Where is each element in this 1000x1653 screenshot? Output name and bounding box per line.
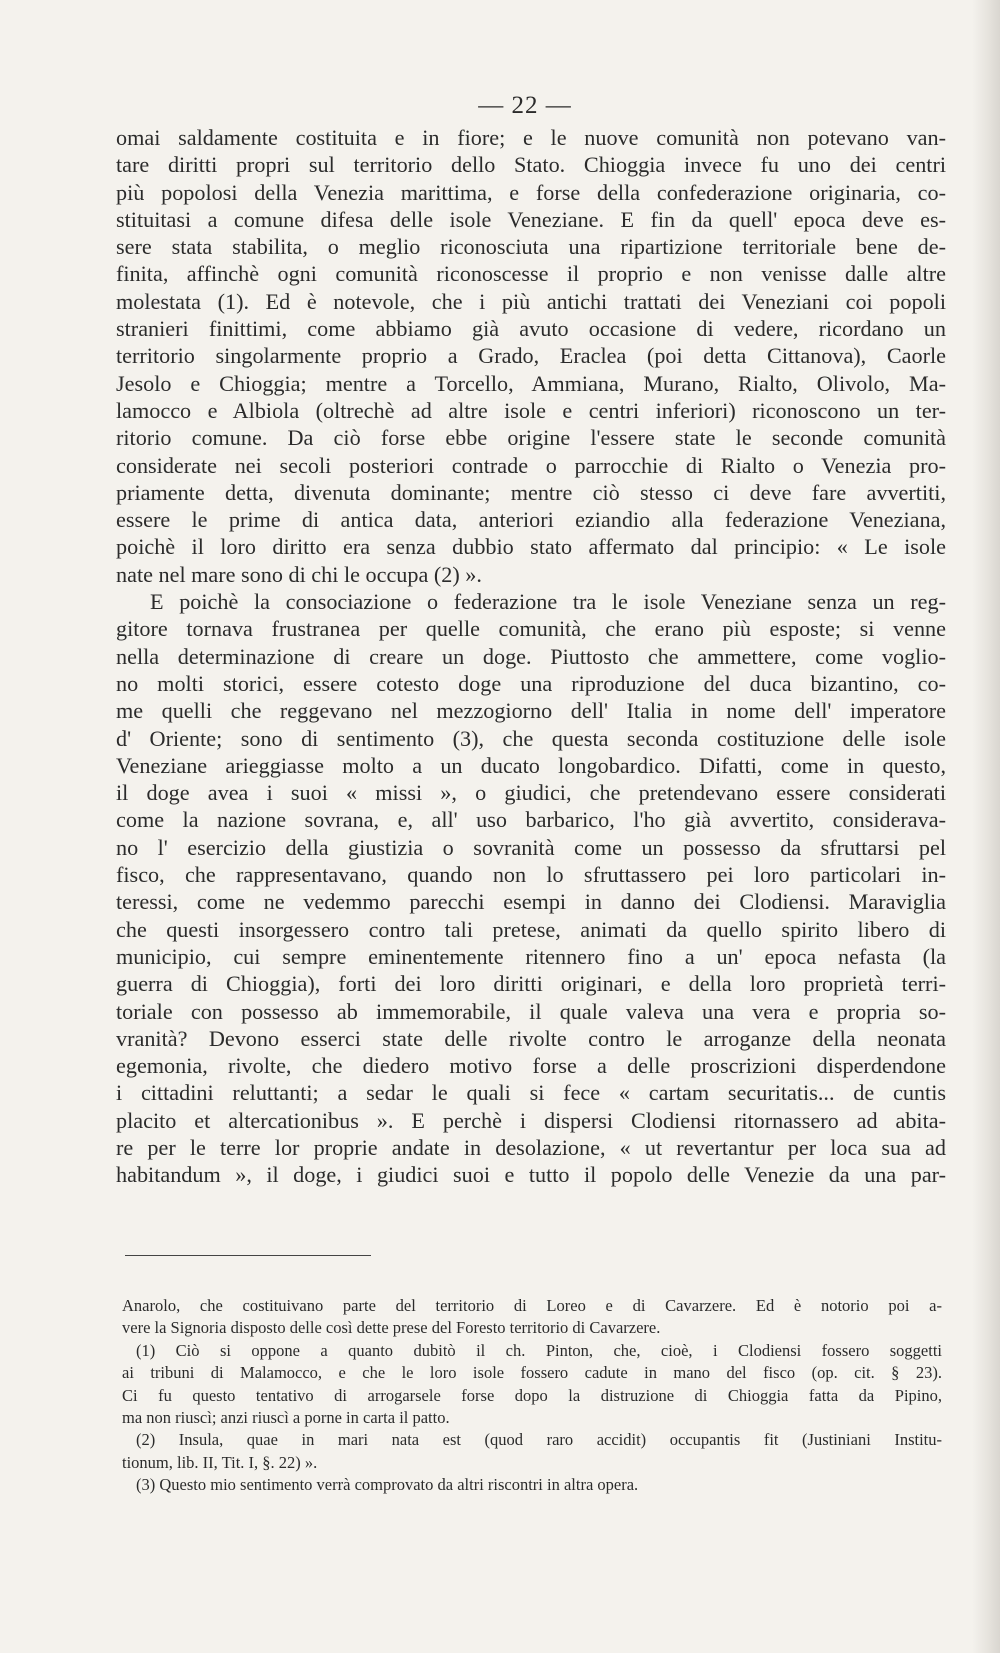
footnotes bbox=[122, 1295, 942, 1497]
footnote-line: ma non riuscì; anzi riuscì a porne in carta il patto. bbox=[122, 1407, 450, 1427]
text-line: no l' esercizio della giustizia o sovranità come un possesso da sfruttarsi pel bbox=[116, 834, 946, 860]
text-line: no molti storici, essere cotesto doge una riproduzione del duca bizantino, co- bbox=[116, 670, 946, 696]
text-line: più popolosi della Venezia marittima, e forse della confederazione originaria, co- bbox=[116, 179, 946, 205]
text-line: omai saldamente costituita e in fiore; e le nuove comunità non potevano van- bbox=[116, 125, 946, 150]
text-line: guerra di Chioggia), forti dei loro diritti originari, e della loro proprietà terri- bbox=[116, 971, 946, 997]
text-line: come la nazione sovrana, e, all' uso barbarico, l'ho già avvertito, considerava- bbox=[116, 807, 946, 833]
text-line: poichè il loro diritto era senza dubbio stato affermato dal principio: « Le isole bbox=[116, 534, 946, 560]
text-line: me quelli che reggevano nel mezzogiorno dell' Italia in nome dell' imperatore bbox=[116, 698, 946, 724]
text-line: sere stata stabilita, o meglio riconosciuta una ripartizione territoriale bene de- bbox=[116, 234, 946, 260]
footnote-line: (2) Insula, quae in mari nata est (quod raro accidit) occupantis fit (Justiniani Institu- bbox=[136, 1430, 942, 1450]
text-line: fisco, che rappresentavano, quando non lo sfruttassero pei loro particolari in- bbox=[116, 862, 946, 888]
footnote-line: (3) Questo mio sentimento verrà comprovato da altri riscontri in altra opera. bbox=[136, 1475, 639, 1495]
text-line: toriale con possesso ab immemorabile, il quale valeva una vera e propria so- bbox=[116, 998, 946, 1024]
text-line: re per le terre lor proprie andate in desolazione, « ut revertantur per loca sua ad bbox=[116, 1134, 946, 1160]
text-line: Jesolo e Chioggia; mentre a Torcello, Ammiana, Murano, Rialto, Olivolo, Ma- bbox=[116, 370, 946, 396]
footnote-separator bbox=[125, 1255, 371, 1256]
text-line: vranità? Devono esserci state delle rivolte contro le arroganze della neonata bbox=[116, 1025, 946, 1051]
text-line: essere le prime di antica data, anteriori eziandio alla federazione Veneziana, bbox=[116, 507, 946, 533]
text-line: territorio singolarmente proprio a Grado, Eraclea (poi detta Cittanova), Caorle bbox=[116, 343, 946, 369]
text-line: stranieri finittimi, come abbiamo già avuto occasione di vedere, ricordano un bbox=[116, 316, 946, 342]
page-number-text: — 22 — bbox=[478, 92, 572, 119]
text-line: i cittadini reluttanti; a sedar le quali si fece « cartam securitatis... de cuntis bbox=[116, 1080, 946, 1106]
footnote-line: tionum, lib. II, Tit. I, §. 22) ». bbox=[122, 1452, 318, 1472]
text-line: tare diritti propri sul territorio dello Stato. Chioggia invece fu uno dei centri bbox=[116, 152, 946, 178]
text-line: molestata (1). Ed è notevole, che i più antichi trattati dei Veneziani coi popoli bbox=[116, 288, 946, 314]
footnote-line: (1) Ciò si oppone a quanto dubitò il ch. Pinton, che, cioè, i Clodiensi fossero soggetti bbox=[136, 1340, 942, 1360]
text-line: E poichè la consociazione o federazione tra le isole Veneziane senza un reg- bbox=[150, 589, 946, 615]
text-line: Veneziane arieggiasse molto a un ducato longobardico. Difatti, come in questo, bbox=[116, 752, 946, 778]
footnote-line: Anarolo, che costituivano parte del territorio di Loreo e di Cavarzere. Ed è notorio poi a- bbox=[122, 1296, 942, 1315]
text-line: stituitasi a comune difesa delle isole Veneziane. E fin da quell' epoca deve es- bbox=[116, 206, 946, 232]
text-line: finita, affinchè ogni comunità riconoscesse il proprio e non venisse dalle altre bbox=[116, 261, 946, 287]
text-line: nella determinazione di creare un doge. Piuttosto che ammettere, come voglio- bbox=[116, 643, 946, 669]
text-line: che questi insorgessero contro tali pretese, animati da quello spirito libero di bbox=[116, 916, 946, 942]
text-line: teressi, come ne vedemmo parecchi esempi in danno dei Clodiensi. Maraviglia bbox=[116, 889, 946, 915]
page-edge-shadow bbox=[972, 0, 1000, 1653]
footnote-line: vere la Signoria disposto delle così dette prese del Foresto territorio di Cavarzere. bbox=[122, 1318, 661, 1338]
main-text bbox=[116, 124, 946, 1189]
text-line: gitore tornava frustranea per quelle comunità, che erano più esposte; si venne bbox=[116, 616, 946, 642]
text-line: habitandum », il doge, i giudici suoi e tutto il popolo delle Venezie da una par- bbox=[116, 1162, 946, 1188]
footnote-line: ai tribuni di Malamocco, e che le loro isole fossero cadute in mano del fisco (op. cit. § 23). bbox=[122, 1363, 942, 1383]
text-line: placito et altercationibus ». E perchè i dispersi Clodiensi ritornassero ad abita- bbox=[116, 1107, 946, 1133]
text-line: considerate nei secoli posteriori contrade o parrocchie di Rialto o Venezia pro- bbox=[116, 452, 946, 478]
footnote-line: Ci fu questo tentativo di arrogarsele forse dopo la distruzione di Chioggia fatta da Pipino, bbox=[122, 1385, 942, 1405]
text-line: priamente detta, divenuta dominante; mentre ciò stesso ci deve fare avvertiti, bbox=[116, 479, 946, 505]
text-line: municipio, cui sempre eminentemente ritennero fino a un' epoca nefasta (la bbox=[116, 943, 946, 969]
text-line: d' Oriente; sono di sentimento (3), che questa seconda costituzione delle isole bbox=[116, 725, 946, 751]
text-line: il doge avea i suoi « missi », o giudici, che pretendevano essere considerati bbox=[116, 780, 946, 806]
text-line: lamocco e Albiola (oltrechè ad altre isole e centri inferiori) riconoscono un ter- bbox=[116, 397, 946, 423]
page-number bbox=[0, 92, 1000, 120]
text-line: egemonia, rivolte, che diedero motivo forse a delle proscrizioni disperdendone bbox=[116, 1053, 946, 1079]
text-line: nate nel mare sono di chi le occupa (2) ». bbox=[116, 561, 482, 587]
text-line: ritorio comune. Da ciò forse ebbe origine l'essere state le seconde comunità bbox=[116, 425, 946, 451]
